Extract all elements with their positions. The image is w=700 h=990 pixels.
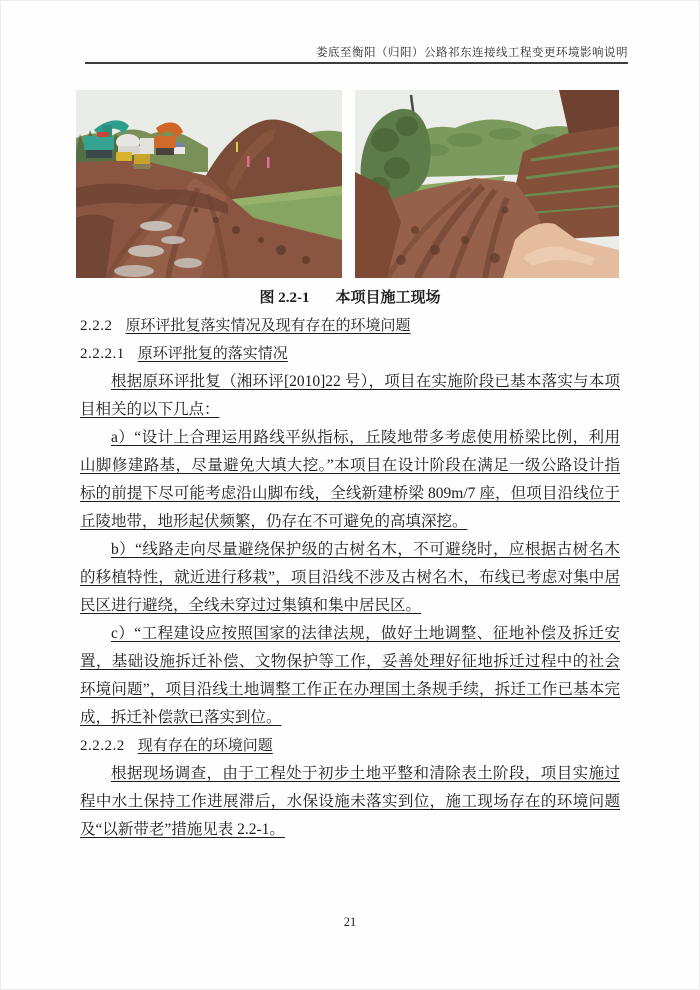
construction-photo-right	[355, 90, 619, 278]
paragraph-survey: 根据现场调查，由于工程处于初步土地平整和清除表土阶段，项目实施过程中水土保持工作进展滞后，水保设施未落实到位，施工现场存在的环境问题及“以新带老”措施见表 2.2-1。	[80, 765, 620, 838]
construction-scene-left	[76, 90, 342, 278]
heading-2-2-2-title: 原环评批复落实情况及现有存在的环境问题	[125, 318, 411, 334]
header-rule	[85, 62, 628, 64]
heading-2-2-2-number: 2.2.2	[80, 318, 113, 334]
text-body	[80, 284, 620, 844]
heading-2-2-2-2	[80, 732, 620, 760]
figure-caption	[80, 284, 620, 312]
figure-photos	[76, 90, 624, 278]
paragraph-item-b: b）“线路走向尽量避绕保护级的古树名木，不可避绕时，应根据古树名木的移植特性，就近进行移栽”，项目沿线不涉及古树名木，布线已考虑对集中居民区进行避绕，全线未穿过过集镇和集中居民区。	[80, 541, 620, 614]
figure-caption-label: 图 2.2-1	[259, 290, 310, 306]
paragraph-intro: 根据原环评批复（湘环评[2010]22 号），项目在实施阶段已基本落实与本项目相关的以下几点：	[80, 373, 620, 418]
page-number: 21	[343, 915, 357, 929]
heading-2-2-2	[80, 312, 620, 340]
heading-2-2-2-2-title: 现有存在的环境问题	[137, 738, 273, 754]
heading-2-2-2-1	[80, 340, 620, 368]
yellow-dozer	[132, 154, 152, 169]
paragraph-item-c: c）“工程建设应按照国家的法律法规，做好土地调整、征地补偿及拆迁安置，基础设施拆迁补偿、文物保护等工作，妥善处理好征地拆迁过程中的社会环境问题”，项目沿线土地调整工作正在办理国土条规手续，拆迁工作已基本完成，拆迁补偿款已落实到位。	[80, 625, 620, 726]
white-truck	[140, 138, 154, 154]
construction-photo-left	[76, 90, 342, 278]
figure-caption-title: 本项目施工现场	[335, 290, 441, 306]
construction-scene-right	[355, 90, 619, 278]
running-header-title: 娄底至衡阳（归阳）公路祁东连接线工程变更环境影响说明	[316, 47, 628, 59]
paragraph-item-a: a）“设计上合理运用路线平纵指标，丘陵地带多考虑使用桥梁比例，利用山脚修建路基，尽量避免大填大挖。”本项目在设计阶段在满足一级公路设计指标的前提下尽可能考虑沿山脚布线，全线新建桥梁 809m/7 座，但项目沿线位于丘陵地带，地形起伏频繁，仍存在不可避免的高填深挖。	[80, 429, 620, 530]
heading-2-2-2-2-number: 2.2.2.2	[80, 738, 125, 754]
heading-2-2-2-1-title: 原环评批复的落实情况	[137, 346, 288, 362]
heading-2-2-2-1-number: 2.2.2.1	[80, 346, 125, 362]
